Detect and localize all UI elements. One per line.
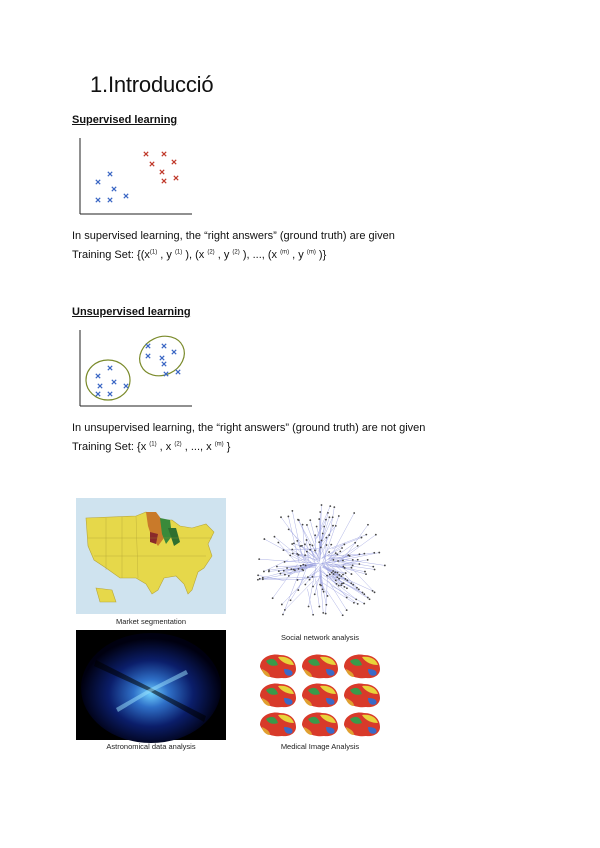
network-node [357, 603, 359, 605]
network-node [357, 545, 359, 547]
medical-image-caption: Medical Image Analysis [280, 742, 360, 751]
network-node [331, 572, 333, 574]
network-node [367, 597, 369, 599]
network-node [258, 558, 260, 560]
astronomical-data-caption: Astronomical data analysis [106, 742, 196, 751]
supervised-scatter-plot [74, 136, 194, 220]
network-node [323, 591, 325, 593]
supervised-description: In supervised learning, the “right answers” (ground truth) are given [72, 230, 395, 242]
data-point-blue [96, 374, 100, 378]
network-node [336, 553, 338, 555]
network-node [298, 568, 300, 570]
network-node [307, 576, 309, 578]
network-node [332, 516, 334, 518]
network-node [374, 591, 376, 593]
data-point-blue [96, 180, 100, 184]
network-node [304, 584, 306, 586]
data-point-blue [112, 187, 116, 191]
network-node [384, 565, 386, 567]
network-node [309, 549, 311, 551]
network-node [300, 565, 302, 567]
network-node [359, 553, 361, 555]
network-node [327, 595, 329, 597]
brain-scan [344, 713, 380, 737]
network-node [346, 587, 348, 589]
network-node [362, 592, 364, 594]
network-node [352, 559, 354, 561]
network-node [278, 570, 280, 572]
network-node [356, 587, 358, 589]
market-segmentation-caption: Market segmentation [115, 617, 187, 626]
network-node [351, 573, 353, 575]
network-node [288, 528, 290, 530]
social-network-image [250, 498, 390, 630]
data-point-blue [98, 384, 102, 388]
data-point-red [160, 170, 164, 174]
network-node [325, 613, 327, 615]
network-node [302, 564, 304, 566]
brain-scan [344, 684, 380, 708]
data-point-red [162, 152, 166, 156]
network-node [291, 549, 293, 551]
network-node [344, 578, 346, 580]
network-node [343, 582, 345, 584]
unsupervised-description: In unsupervised learning, the “right answers” (ground truth) are not given [72, 422, 426, 434]
network-node [262, 577, 264, 579]
network-node [318, 541, 320, 543]
network-node [314, 534, 316, 536]
network-node [328, 534, 330, 536]
network-node [291, 543, 293, 545]
network-node [374, 569, 376, 571]
data-point-blue [96, 392, 100, 396]
data-point-blue [112, 380, 116, 384]
medical-image-analysis-image [256, 652, 386, 738]
network-node [302, 524, 304, 526]
brain-scan [260, 684, 296, 708]
network-node [336, 576, 338, 578]
data-point-blue [160, 356, 164, 360]
network-node [325, 604, 327, 606]
network-node [322, 612, 324, 614]
network-node [309, 544, 311, 546]
network-node [306, 539, 308, 541]
data-point-blue [108, 392, 112, 396]
network-node [298, 554, 300, 556]
network-node [304, 543, 306, 545]
brain-scan [302, 713, 338, 737]
data-point-blue [176, 370, 180, 374]
network-node [283, 570, 285, 572]
network-node [308, 606, 310, 608]
market-segmentation-image [76, 498, 226, 614]
network-node [353, 512, 355, 514]
network-node [321, 540, 323, 542]
supervised-training-set: Training Set: {($x^{(1)}$ , y $^{(1)}$ ), (x $^{(2)}$ , y $^{(2)}$ ), ..., (x $^{(m)}$ , y $^{(m)}$ )} [72, 249, 327, 261]
network-node [350, 582, 352, 584]
network-node [365, 573, 367, 575]
network-node [338, 578, 340, 580]
network-node [321, 504, 323, 506]
network-node [363, 553, 365, 555]
network-node [268, 569, 270, 571]
network-node [305, 565, 307, 567]
data-point-red [144, 152, 148, 156]
data-point-blue [108, 172, 112, 176]
network-node [297, 589, 299, 591]
network-node [354, 542, 356, 544]
network-node [372, 590, 374, 592]
network-node [289, 554, 291, 556]
network-node [292, 553, 294, 555]
network-node [322, 588, 324, 590]
network-node [325, 537, 327, 539]
data-point-red [172, 160, 176, 164]
network-node [272, 597, 274, 599]
data-point-red [174, 176, 178, 180]
network-node [367, 559, 369, 561]
network-node [325, 519, 327, 521]
data-point-red [150, 162, 154, 166]
network-node [277, 542, 279, 544]
network-node [342, 614, 344, 616]
network-node [304, 554, 306, 556]
network-node [319, 511, 321, 513]
network-node [351, 567, 353, 569]
network-node [318, 518, 320, 520]
data-point-blue [162, 344, 166, 348]
network-node [353, 602, 355, 604]
network-node [334, 571, 336, 573]
supervised-heading: Supervised learning [72, 114, 178, 126]
network-node [338, 585, 340, 587]
network-node [302, 569, 304, 571]
network-node [306, 524, 308, 526]
network-node [345, 572, 347, 574]
network-node [274, 536, 276, 538]
data-point-blue [172, 350, 176, 354]
network-node [280, 573, 282, 575]
network-node [358, 588, 360, 590]
network-node [358, 563, 360, 565]
page-title: 1.Introducció [90, 72, 214, 97]
network-node [373, 552, 375, 554]
network-node [288, 575, 290, 577]
network-node [357, 559, 359, 561]
network-node [294, 569, 296, 571]
network-node [375, 534, 377, 536]
brain-scan [302, 684, 338, 708]
network-node [301, 545, 303, 547]
astronomical-data-image [76, 630, 226, 740]
brain-scan [344, 655, 380, 679]
network-node [341, 547, 343, 549]
network-node [355, 598, 357, 600]
network-node [363, 603, 365, 605]
network-node [284, 574, 286, 576]
network-node [330, 544, 332, 546]
data-point-blue [146, 354, 150, 358]
network-node [263, 538, 265, 540]
network-node [332, 570, 334, 572]
network-node [333, 573, 335, 575]
network-node [287, 516, 289, 518]
network-node [372, 566, 374, 568]
network-node [346, 579, 348, 581]
network-node [367, 524, 369, 526]
network-node [369, 598, 371, 600]
brain-scan [260, 655, 296, 679]
network-node [338, 574, 340, 576]
network-node [337, 560, 339, 562]
network-node [346, 597, 348, 599]
network-node [312, 545, 314, 547]
network-node [342, 574, 344, 576]
network-node [322, 533, 324, 535]
network-node [339, 550, 341, 552]
data-point-blue [108, 366, 112, 370]
network-node [309, 519, 311, 521]
network-node [282, 614, 284, 616]
unsupervised-scatter-plot [74, 328, 194, 412]
network-node [280, 516, 282, 518]
network-node [338, 515, 340, 517]
network-node [361, 537, 363, 539]
network-node [335, 525, 337, 527]
brain-scan [260, 713, 296, 737]
network-node [257, 579, 259, 581]
network-node [312, 576, 314, 578]
network-node [352, 584, 354, 586]
data-point-blue [124, 384, 128, 388]
network-node [336, 583, 338, 585]
network-node [319, 584, 321, 586]
network-node [297, 579, 299, 581]
network-node [378, 552, 380, 554]
network-node [352, 564, 354, 566]
network-node [344, 586, 346, 588]
network-node [309, 579, 311, 581]
network-node [281, 604, 283, 606]
network-node [290, 568, 292, 570]
network-node [333, 559, 335, 561]
network-node [284, 561, 286, 563]
social-network-caption: Social network analysis [281, 633, 359, 642]
network-node [286, 567, 288, 569]
unsupervised-training-set: Training Set: {x $^{(1)}$ , x $^{(2)}$ , ..., x $^{(m)}$ } [72, 441, 231, 453]
network-node [320, 547, 322, 549]
network-node [329, 505, 331, 507]
network-node [363, 593, 365, 595]
network-node [283, 549, 285, 551]
data-point-blue [108, 198, 112, 202]
network-node [333, 506, 335, 508]
network-node [259, 578, 261, 580]
network-node [316, 526, 318, 528]
data-point-blue [96, 198, 100, 202]
network-node [291, 510, 293, 512]
network-node [346, 609, 348, 611]
network-node [335, 552, 337, 554]
network-node [312, 614, 314, 616]
unsupervised-heading: Unsupervised learning [72, 306, 191, 318]
data-point-blue [162, 362, 166, 366]
cluster-ellipse-right [133, 329, 191, 383]
network-node [335, 580, 337, 582]
network-node [327, 512, 329, 514]
network-node [297, 519, 299, 521]
network-node [326, 544, 328, 546]
data-point-blue [146, 344, 150, 348]
network-node [306, 551, 308, 553]
data-point-blue [124, 194, 128, 198]
network-node [329, 573, 331, 575]
brain-scan [302, 655, 338, 679]
network-node [323, 526, 325, 528]
network-node [293, 542, 295, 544]
network-node [263, 571, 265, 573]
data-point-red [162, 179, 166, 183]
network-node [332, 525, 334, 527]
network-node [343, 544, 345, 546]
network-node [312, 586, 314, 588]
network-node [318, 606, 320, 608]
network-node [337, 572, 339, 574]
network-node [326, 575, 328, 577]
network-node [342, 566, 344, 568]
network-node [290, 599, 292, 601]
network-node [296, 540, 298, 542]
network-node [344, 567, 346, 569]
network-node [328, 551, 330, 553]
network-node [314, 593, 316, 595]
network-node [341, 583, 343, 585]
network-node [328, 516, 330, 518]
network-node [365, 534, 367, 536]
network-node [340, 575, 342, 577]
network-node [276, 566, 278, 568]
network-node [284, 609, 286, 611]
network-node [314, 550, 316, 552]
network-node [364, 571, 366, 573]
network-node [347, 554, 349, 556]
network-node [340, 585, 342, 587]
network-node [257, 574, 259, 576]
network-node [342, 560, 344, 562]
